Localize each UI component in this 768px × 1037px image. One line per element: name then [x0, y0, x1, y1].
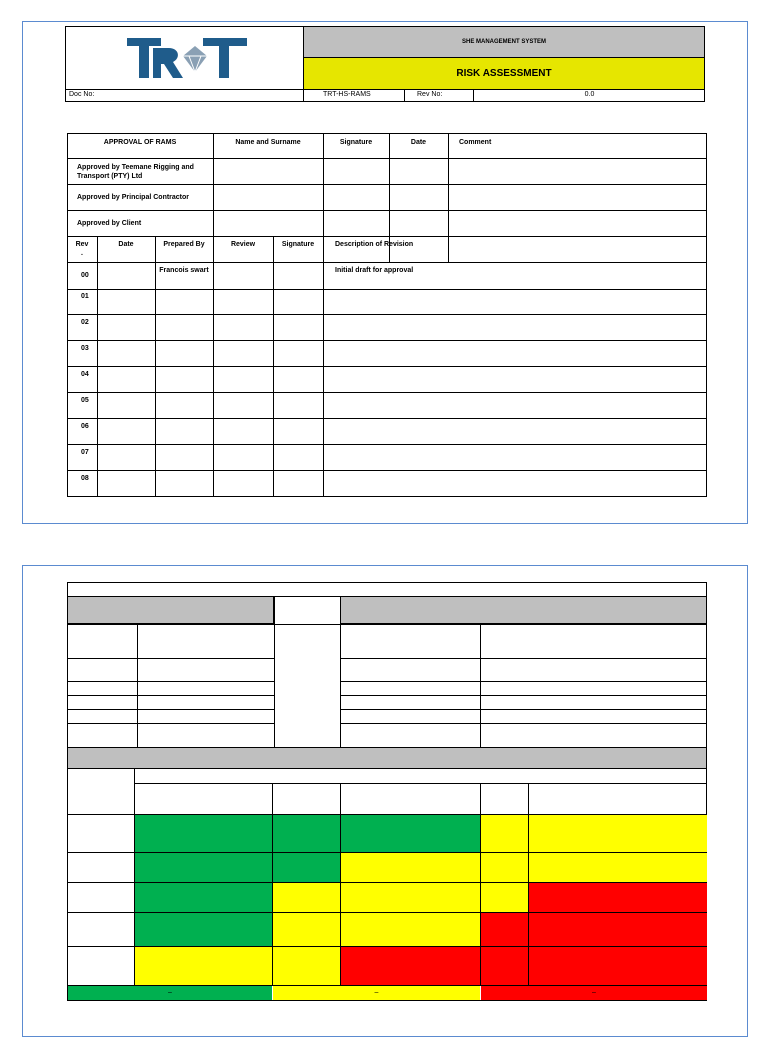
- header-approval-of-rams: APPROVAL OF RAMS: [103, 139, 177, 146]
- matrix-cell-medium: [481, 883, 528, 912]
- rev-no-label: Rev No:: [417, 91, 443, 98]
- approval-revision-table: [67, 133, 707, 497]
- matrix-cell-high: [529, 913, 707, 946]
- approval-row-company: Approved by Teemane Rigging and Transport (PTY) Ltd: [77, 164, 194, 180]
- matrix-cell-medium: [341, 883, 480, 912]
- rev-number: 07: [81, 449, 89, 456]
- matrix-cell-low: [135, 883, 272, 912]
- matrix-cell-low: [273, 853, 340, 882]
- header-comment: Comment: [459, 139, 492, 146]
- approval-row-client: Approved by Client: [77, 220, 142, 227]
- legend-low: –: [68, 986, 272, 1000]
- rev-number: 06: [81, 423, 89, 430]
- section-header-left: [67, 596, 274, 624]
- header-rev-date: Date: [118, 241, 134, 248]
- rev-description: Initial draft for approval: [335, 267, 414, 274]
- matrix-title-band: [67, 747, 707, 769]
- header-rev-signature: Signature: [281, 241, 315, 248]
- rev-number: 00: [81, 272, 89, 279]
- matrix-cell-medium: [341, 853, 480, 882]
- rev-number: 03: [81, 345, 89, 352]
- header-rev: Rev: [75, 241, 89, 248]
- rev-number: 02: [81, 319, 89, 326]
- header-description-of-revision: Description of Revision: [335, 241, 414, 248]
- matrix-cell-medium: [481, 853, 528, 882]
- header-name-and-surname: Name and Surname: [235, 139, 301, 146]
- matrix-cell-high: [481, 913, 528, 946]
- legend-medium: –: [273, 986, 480, 1000]
- header-prepared-by: Prepared By: [163, 241, 205, 248]
- company-logo: [123, 34, 253, 82]
- legend-high: –: [481, 986, 707, 1000]
- doc-no-value: TRT-HS-RAMS: [323, 91, 371, 98]
- matrix-cell-medium: [273, 883, 340, 912]
- matrix-cell-low: [341, 815, 480, 852]
- matrix-cell-medium: [273, 913, 340, 946]
- document-page-2: [22, 565, 748, 1037]
- approval-row-principal-contractor: Approved by Principal Contractor: [77, 194, 190, 201]
- rev-no-value: 0.0: [584, 91, 595, 98]
- matrix-cell-medium: [481, 815, 528, 852]
- matrix-cell-medium: [135, 947, 272, 985]
- header-signature: Signature: [339, 139, 373, 146]
- matrix-cell-low: [135, 853, 272, 882]
- matrix-cell-medium: [341, 913, 480, 946]
- rev-number: 04: [81, 371, 89, 378]
- section-header-right: [340, 596, 707, 624]
- matrix-cell-high: [529, 947, 707, 985]
- matrix-cell-low: [135, 913, 272, 946]
- matrix-cell-high: [481, 947, 528, 985]
- header-review: Review: [230, 241, 256, 248]
- rev-number: 01: [81, 293, 89, 300]
- rev-prepared-by: Francois swart: [159, 267, 209, 274]
- matrix-cell-low: [273, 815, 340, 852]
- header-date: Date: [410, 139, 427, 146]
- rev-number: 08: [81, 475, 89, 482]
- matrix-cell-medium: [273, 947, 340, 985]
- document-page-1: [22, 21, 748, 524]
- matrix-cell-high: [529, 883, 707, 912]
- matrix-cell-medium: [529, 853, 707, 882]
- document-title: RISK ASSESSMENT: [304, 58, 704, 89]
- matrix-cell-medium: [529, 815, 707, 852]
- doc-no-label: Doc No:: [69, 91, 95, 98]
- matrix-cell-high: [341, 947, 480, 985]
- system-title: SHE MANAGEMENT SYSTEM: [304, 27, 704, 57]
- matrix-cell-low: [135, 815, 272, 852]
- rev-number: 05: [81, 397, 89, 404]
- header-rev-dot: .: [81, 250, 83, 257]
